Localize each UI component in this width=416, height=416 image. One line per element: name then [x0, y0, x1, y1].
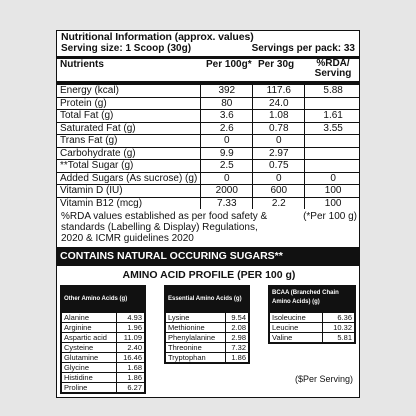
amino-row: [166, 333, 249, 343]
header-nutrients: Nutrients: [60, 59, 104, 70]
nutrient-row: [57, 172, 360, 185]
nutrient-per100g: 7.33: [201, 197, 253, 209]
amino-row: [62, 343, 145, 353]
amino-value: 1.96: [117, 323, 145, 333]
nutrient-per100g: 2.6: [201, 122, 253, 135]
nutrient-name: Saturated Fat (g): [57, 122, 201, 135]
amino-row: [62, 333, 145, 343]
nutrient-name: **Total Sugar (g): [57, 160, 201, 173]
bcaa-block: [268, 285, 356, 344]
amino-name: Threonine: [166, 343, 226, 353]
amino-name: Isoleucine: [270, 313, 323, 323]
nutrient-name: Trans Fat (g): [57, 135, 201, 148]
amino-value: 10.32: [322, 323, 354, 333]
amino-name: Phenylalanine: [166, 333, 226, 343]
label-title: Nutritional Information (approx. values): [61, 31, 254, 43]
nutrient-per100g: 3.6: [201, 110, 253, 123]
servings-per-pack: Servings per pack: 33: [251, 43, 355, 54]
nutrient-per100g: 2000: [201, 185, 253, 198]
amino-value: 1.68: [117, 363, 145, 373]
nutrient-row: [57, 197, 360, 209]
nutrient-rda: 3.55: [305, 122, 360, 135]
serving-size: Serving size: 1 Scoop (30g): [61, 43, 192, 54]
amino-row: [62, 323, 145, 333]
nutrient-per100g: 80: [201, 97, 253, 110]
nutrient-row: [57, 185, 360, 198]
nutrient-per100g: 2.5: [201, 160, 253, 173]
nutrient-row: [57, 122, 360, 135]
nutrient-table: [57, 84, 360, 209]
amino-name: Leucine: [270, 323, 323, 333]
amino-name: Glutamine: [62, 353, 117, 363]
bcaa-heading: BCAA (Branched Chain Amino Acids) (g): [269, 286, 355, 312]
nutrient-per100g: 0: [201, 172, 253, 185]
footnote: [61, 211, 357, 244]
nutrient-per30g: 0.75: [253, 160, 305, 173]
amino-value: 11.09: [117, 333, 145, 343]
amino-value: 9.54: [226, 313, 249, 323]
amino-row: [62, 363, 145, 373]
nutrient-name: Vitamin B12 (mcg): [57, 197, 201, 209]
nutrient-name: Protein (g): [57, 97, 201, 110]
nutrient-per30g: 2.97: [253, 147, 305, 160]
nutrient-per30g: 0: [253, 135, 305, 148]
nutrient-rda: 1.61: [305, 110, 360, 123]
amino-row: [166, 323, 249, 333]
amino-value: 16.46: [117, 353, 145, 363]
amino-name: Methionine: [166, 323, 226, 333]
amino-row: [62, 373, 145, 383]
amino-value: 2.08: [226, 323, 249, 333]
footnote-text: %RDA values established as per food safety & standards (Labelling & Display) Regulations, 2020 & ICMR guidelines 2020: [61, 211, 268, 244]
header-per30g: Per 30g: [258, 59, 295, 70]
amino-name: Arginine: [62, 323, 117, 333]
nutrient-per30g: 0.78: [253, 122, 305, 135]
amino-name: Valine: [270, 333, 323, 343]
nutrient-rda: 5.88: [305, 85, 360, 98]
nutrient-rda: [305, 160, 360, 173]
nutrient-name: Energy (kcal): [57, 85, 201, 98]
header-per100g: Per 100g*: [206, 59, 252, 70]
nutrient-row: [57, 147, 360, 160]
amino-name: Proline: [62, 383, 117, 393]
amino-value: 6.27: [117, 383, 145, 393]
header-rda: %RDA/ Serving: [314, 58, 352, 79]
essential-amino-block: [164, 285, 250, 364]
nutrient-name: Total Fat (g): [57, 110, 201, 123]
per-serving-note: ($Per Serving): [294, 374, 353, 384]
amino-row: [270, 333, 355, 343]
amino-row: [270, 323, 355, 333]
nutrient-row: [57, 160, 360, 173]
amino-row: [62, 353, 145, 363]
amino-value: 4.93: [117, 313, 145, 323]
nutrient-per30g: 117.6: [253, 85, 305, 98]
nutrient-rda: [305, 97, 360, 110]
nutrient-row: [57, 85, 360, 98]
amino-value: 2.40: [117, 343, 145, 353]
amino-name: Lysine: [166, 313, 226, 323]
nutrient-rda: [305, 147, 360, 160]
amino-name: Aspartic acid: [62, 333, 117, 343]
amino-value: 1.86: [117, 373, 145, 383]
nutrient-name: Added Sugars (As sucrose) (g): [57, 172, 201, 185]
amino-value: 7.32: [226, 343, 249, 353]
amino-row: [166, 353, 249, 363]
nutrient-per30g: 24.0: [253, 97, 305, 110]
nutrient-per30g: 0: [253, 172, 305, 185]
amino-row: [270, 313, 355, 323]
amino-acid-title: AMINO ACID PROFILE (PER 100 g): [122, 269, 296, 281]
nutrient-rda: [305, 135, 360, 148]
natural-sugar-banner: CONTAINS NATURAL OCCURING SUGARS**: [57, 247, 360, 266]
other-amino-heading: Other Amino Acids (g): [61, 286, 145, 312]
nutrient-name: Vitamin D (IU): [57, 185, 201, 198]
nutrient-per30g: 2.2: [253, 197, 305, 209]
footnote-per100g: (*Per 100 g): [303, 211, 357, 222]
amino-name: Histidine: [62, 373, 117, 383]
amino-name: Glycine: [62, 363, 117, 373]
nutrition-label: [56, 30, 360, 398]
amino-row: [62, 383, 145, 393]
amino-row: [62, 313, 145, 323]
nutrient-per100g: 392: [201, 85, 253, 98]
amino-name: Tryptophan: [166, 353, 226, 363]
amino-name: Cysteine: [62, 343, 117, 353]
nutrient-row: [57, 135, 360, 148]
amino-row: [166, 343, 249, 353]
nutrient-name: Carbohydrate (g): [57, 147, 201, 160]
amino-value: 1.86: [226, 353, 249, 363]
other-amino-block: [60, 285, 146, 394]
nutrient-rda: 100: [305, 197, 360, 209]
nutrient-per30g: 600: [253, 185, 305, 198]
amino-row: [166, 313, 249, 323]
nutrient-per100g: 0: [201, 135, 253, 148]
nutrient-row: [57, 97, 360, 110]
nutrient-rda: 0: [305, 172, 360, 185]
amino-value: 5.81: [322, 333, 354, 343]
nutrient-per100g: 9.9: [201, 147, 253, 160]
essential-amino-heading: Essential Amino Acids (g): [165, 286, 249, 312]
amino-value: 6.36: [322, 313, 354, 323]
nutrient-per30g: 1.08: [253, 110, 305, 123]
nutrient-rda: 100: [305, 185, 360, 198]
amino-value: 2.98: [226, 333, 249, 343]
amino-name: Alanine: [62, 313, 117, 323]
nutrient-row: [57, 110, 360, 123]
serving-info: [61, 43, 355, 54]
table-header: [57, 59, 360, 81]
